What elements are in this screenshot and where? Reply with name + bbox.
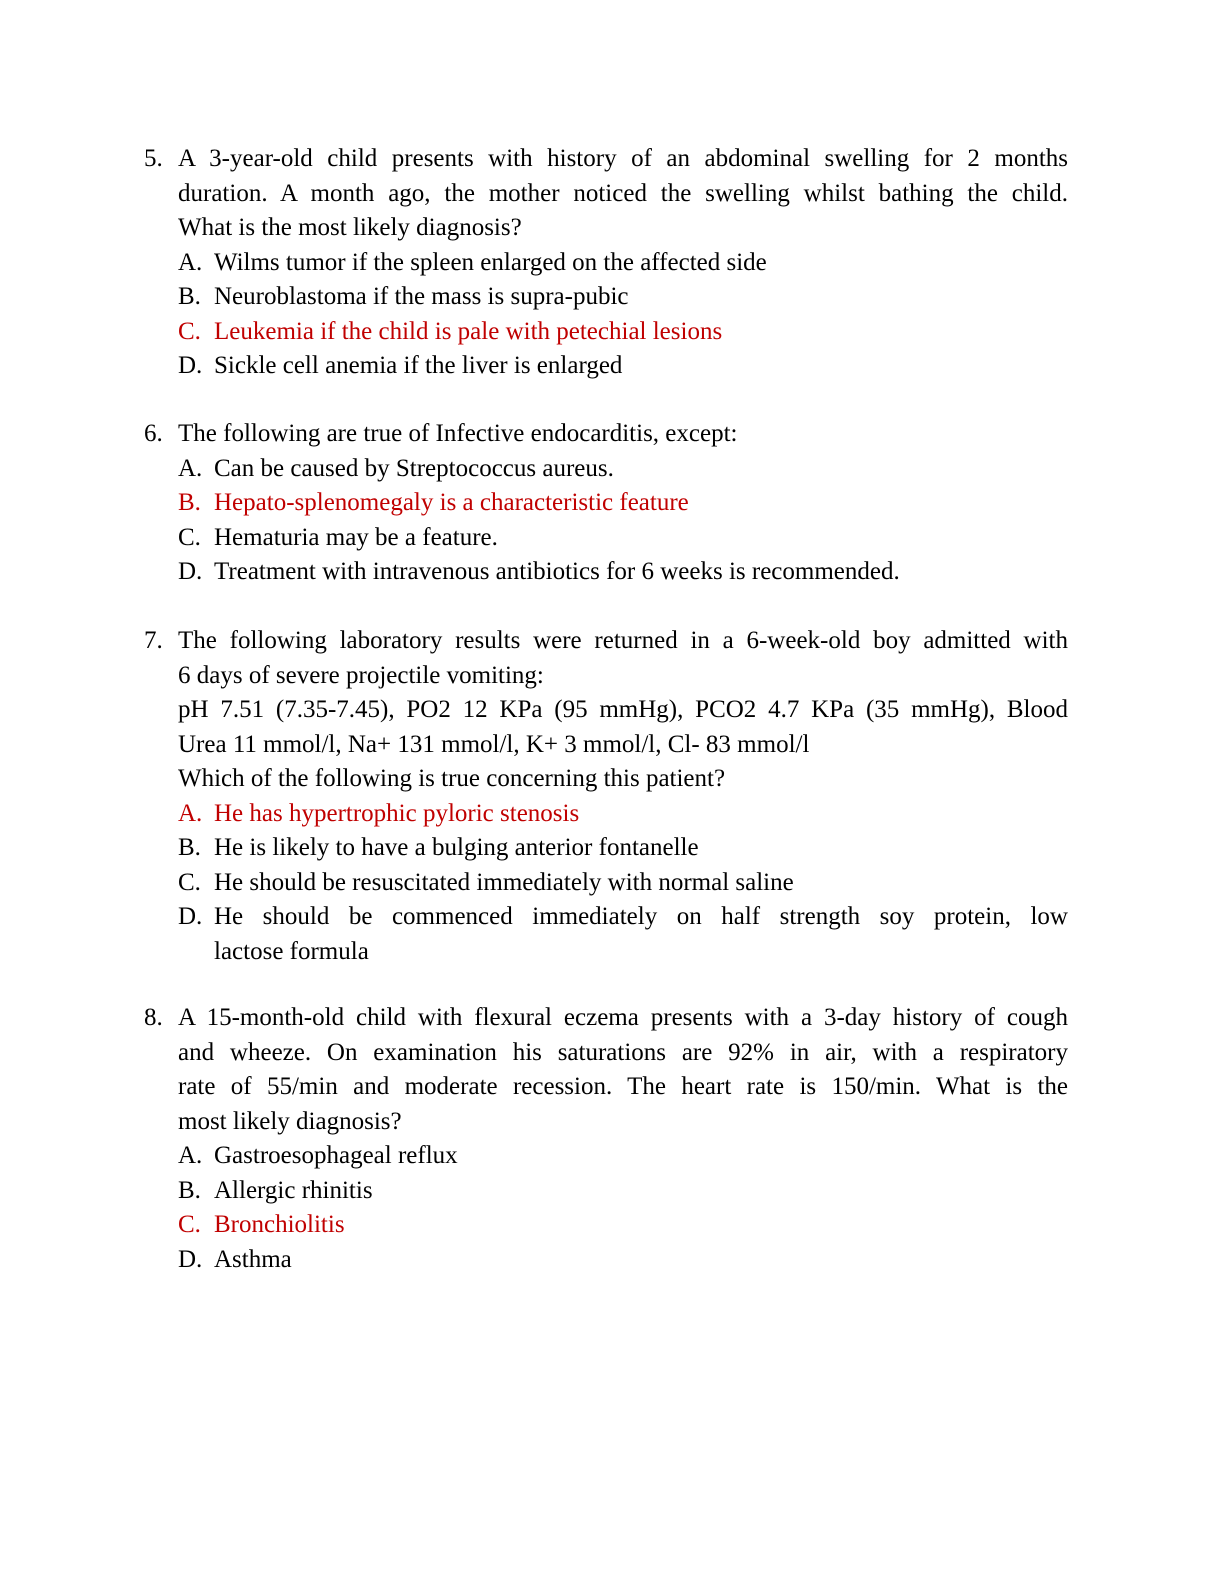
stem-line: and wheeze. On examination his saturations are 92% in air, with a respiratory [178, 1038, 1068, 1066]
option-text: Can be caused by Streptococcus aureus. [214, 454, 614, 482]
option-letter: B. [178, 283, 201, 310]
option-text-continued: lactose formula [214, 937, 369, 965]
option-text: Leukemia if the child is pale with petechial lesions [214, 317, 723, 345]
stem-line: most likely diagnosis? [178, 1107, 402, 1135]
option-letter: C. [178, 1211, 201, 1238]
option-text: He should be resuscitated immediately with normal saline [214, 868, 794, 896]
option-text: Treatment with intravenous antibiotics for 6 weeks is recommended. [214, 558, 900, 585]
option-letter: C. [178, 317, 201, 345]
question-6 [144, 417, 1068, 590]
option-text: Neuroblastoma if the mass is supra-pubic [214, 283, 629, 310]
question-7 [144, 624, 1068, 969]
stem-line: A 3-year-old child presents with history of an abdominal swelling for 2 months [178, 145, 1068, 172]
option-text: Allergic rhinitis [214, 1176, 373, 1204]
option-d [178, 900, 1068, 935]
option-letter: D. [178, 558, 203, 585]
option-text: Sickle cell anemia if the liver is enlarged [214, 352, 623, 379]
option-c-correct-answer [178, 1208, 1068, 1243]
option-b-correct-answer [178, 486, 1068, 521]
question-number: 5. [144, 145, 163, 172]
option-text: He is likely to have a bulging anterior fontanelle [214, 834, 699, 861]
option-letter: C. [178, 523, 201, 551]
option-letter: B. [178, 834, 201, 861]
option-text: Bronchiolitis [214, 1211, 345, 1238]
option-b [178, 1174, 1068, 1209]
stem-line: What is the most likely diagnosis? [178, 214, 522, 241]
option-text: He should be commenced immediately on half strength soy protein, low [214, 903, 1068, 930]
option-text: Hepato-splenomegaly is a characteristic feature [214, 489, 689, 516]
option-text: He has hypertrophic pyloric stenosis [214, 799, 580, 827]
stem-line: Which of the following is true concerning this patient? [178, 765, 726, 792]
option-text: Gastroesophageal reflux [214, 1142, 458, 1169]
stem-line: duration. A month ago, the mother noticed the swelling whilst bathing the child. [178, 179, 1068, 207]
option-a-correct-answer [178, 797, 1068, 832]
question-stem [144, 142, 1068, 177]
question-stem [144, 1001, 1068, 1036]
option-d [178, 555, 1068, 590]
option-letter: C. [178, 868, 201, 896]
stem-line: A 15-month-old child with flexural eczema presents with a 3-day history of cough [178, 1004, 1068, 1031]
stem-line: The following are true of Infective endocarditis, except: [178, 420, 738, 447]
option-letter: A. [178, 1142, 203, 1169]
stem-line: The following laboratory results were returned in a 6-week-old boy admitted with [178, 627, 1068, 654]
option-text: Wilms tumor if the spleen enlarged on the affected side [214, 248, 767, 276]
option-a [178, 246, 1068, 281]
stem-line: rate of 55/min and moderate recession. The heart rate is 150/min. What is the [178, 1073, 1068, 1100]
question-stem [144, 417, 1068, 452]
question-8 [144, 1001, 1068, 1277]
option-letter: B. [178, 489, 201, 516]
option-letter: B. [178, 1176, 201, 1204]
option-letter: A. [178, 248, 203, 276]
option-letter: D. [178, 903, 203, 930]
option-letter: D. [178, 1245, 203, 1273]
option-c-correct-answer [178, 315, 1068, 350]
question-stem [144, 624, 1068, 659]
option-letter: D. [178, 352, 203, 379]
option-c [178, 866, 1068, 901]
option-a [178, 452, 1068, 487]
option-letter: A. [178, 454, 203, 482]
option-text: Hematuria may be a feature. [214, 523, 498, 551]
question-number: 6. [144, 420, 163, 447]
stem-line: pH 7.51 (7.35-7.45), PO2 12 KPa (95 mmHg), PCO2 4.7 KPa (35 mmHg), Blood [178, 696, 1068, 723]
stem-line: 6 days of severe projectile vomiting: [178, 661, 544, 689]
option-text: Asthma [214, 1245, 292, 1273]
option-d [178, 349, 1068, 384]
option-d-continued [178, 935, 1068, 970]
question-number: 7. [144, 627, 163, 654]
option-b [178, 280, 1068, 315]
option-d [178, 1243, 1068, 1278]
option-a [178, 1139, 1068, 1174]
question-number: 8. [144, 1004, 163, 1031]
question-5 [144, 142, 1068, 384]
option-c [178, 521, 1068, 556]
stem-line: Urea 11 mmol/l, Na+ 131 mmol/l, K+ 3 mmol/l, Cl- 83 mmol/l [178, 730, 810, 758]
option-letter: A. [178, 799, 203, 827]
option-b [178, 831, 1068, 866]
